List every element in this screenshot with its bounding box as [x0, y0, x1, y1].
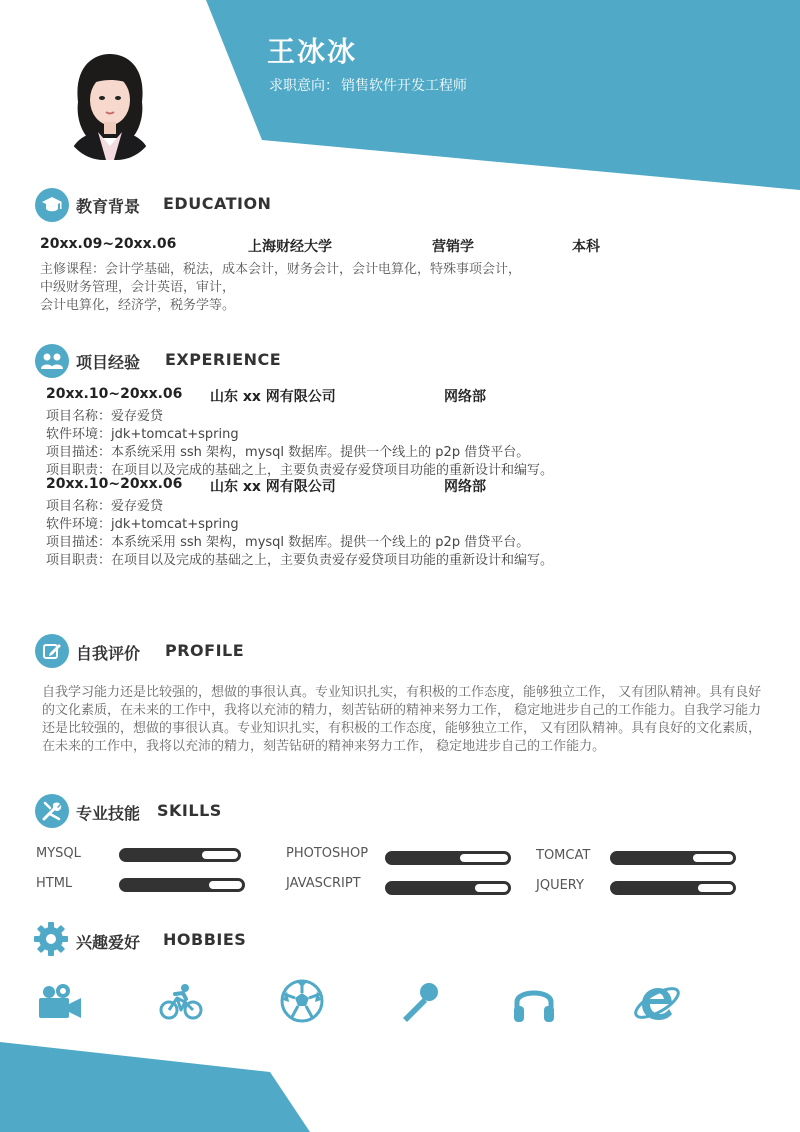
job-intent-label: 求职意向：: [269, 78, 339, 94]
candidate-name: 王冰冰: [267, 35, 358, 68]
football-icon: [279, 978, 325, 1024]
education-major: 营销学: [432, 239, 474, 255]
skill-bar: [610, 881, 736, 895]
microphone-icon: [397, 980, 443, 1026]
skills-title-en: SKILLS: [157, 801, 222, 820]
experience-dept: 网络部: [444, 479, 486, 495]
experience-title: 项目经验: [76, 353, 141, 372]
education-school: 上海财经大学: [248, 239, 332, 255]
education-period: 20xx.09~20xx.06: [40, 236, 177, 252]
education-course-line: 主修课程：会计学基础，税法，成本会计，财务会计，会计电算化，特殊事项会计，: [40, 262, 522, 277]
skill-bar: [385, 851, 511, 865]
education-title-en: EDUCATION: [163, 194, 272, 213]
team-icon: [35, 344, 69, 378]
job-intent: [267, 75, 467, 95]
profile-title: 自我评价: [76, 644, 141, 663]
experience-company: 山东 xx 网有限公司: [210, 389, 336, 405]
education-title: 教育背景: [76, 197, 141, 216]
footer-band: [0, 1042, 800, 1132]
experience-line: 项目职责：在项目以及完成的基础之上，主要负责爱存爱贷项目功能的重新设计和编写。: [46, 463, 554, 478]
skill-bar: [610, 851, 736, 865]
video-camera-icon: [37, 980, 83, 1026]
experience-line: 项目描述：本系统采用 ssh 架构，mysql 数据库。提供一个线上的 p2p 借贷平台。: [46, 535, 530, 550]
skill-bar: [385, 881, 511, 895]
gear-icon: [32, 920, 70, 958]
profile-text: 自我学习能力还是比较强的，想做的事很认真。专业知识扎实，有积极的工作态度，能够独立工作， 又有团队精神。具有良好的文化素质，在未来的工作中，我将以充沛的精力，刻苦钻研的精神来努力工作， 稳定地进步自己的工作能力。自我学习能力还是比较强的，想做的事很认真。专业知识扎实，有积极的工作态度，能够独立工作， 又有团队精神。具有良好的文化素质，在未来的工作中，我将以充沛的精力，刻苦钻研的精神来努力工作， 稳定地进步自己的工作能力。: [42, 685, 762, 754]
experience-line: 项目名称：爱存爱贷: [46, 499, 164, 514]
experience-dept: 网络部: [444, 389, 486, 405]
experience-company: 山东 xx 网有限公司: [210, 479, 336, 495]
internet-explorer-icon: [634, 976, 680, 1022]
graduation-cap-icon: [35, 188, 69, 222]
experience-line: 项目职责：在项目以及完成的基础之上，主要负责爱存爱贷项目功能的重新设计和编写。: [46, 553, 554, 568]
experience-period: 20xx.10~20xx.06: [46, 386, 183, 402]
tools-icon: [35, 794, 69, 828]
experience-period: 20xx.10~20xx.06: [46, 476, 183, 492]
hobbies-title-en: HOBBIES: [163, 930, 247, 949]
avatar: [64, 48, 156, 160]
education-degree: 本科: [572, 239, 600, 255]
edit-icon: [35, 634, 69, 668]
experience-line: 软件环境：jdk+tomcat+spring: [46, 427, 239, 442]
skill-label: TOMCAT: [536, 848, 591, 863]
experience-line: 软件环境：jdk+tomcat+spring: [46, 517, 239, 532]
skill-bar: [119, 848, 241, 862]
cycling-icon: [158, 980, 204, 1026]
hobbies-title: 兴趣爱好: [76, 933, 141, 952]
skill-label: MYSQL: [36, 846, 81, 861]
skill-label: PHOTOSHOP: [286, 846, 369, 861]
experience-title-en: EXPERIENCE: [165, 350, 282, 369]
profile-title-en: PROFILE: [165, 641, 245, 660]
job-intent-value: 销售软件开发工程师: [341, 78, 467, 94]
education-course-line: 会计电算化，经济学，税务学等。: [40, 298, 236, 313]
skill-bar: [119, 878, 245, 892]
skill-label: JQUERY: [536, 878, 584, 893]
headphones-icon: [511, 980, 557, 1026]
skills-title: 专业技能: [76, 804, 141, 823]
experience-line: 项目名称：爱存爱贷: [46, 409, 164, 424]
experience-line: 项目描述：本系统采用 ssh 架构，mysql 数据库。提供一个线上的 p2p 借贷平台。: [46, 445, 530, 460]
skill-label: JAVASCRIPT: [286, 876, 361, 891]
education-course-line: 中级财务管理，会计英语，审计，: [40, 280, 236, 295]
skill-label: HTML: [36, 876, 73, 891]
